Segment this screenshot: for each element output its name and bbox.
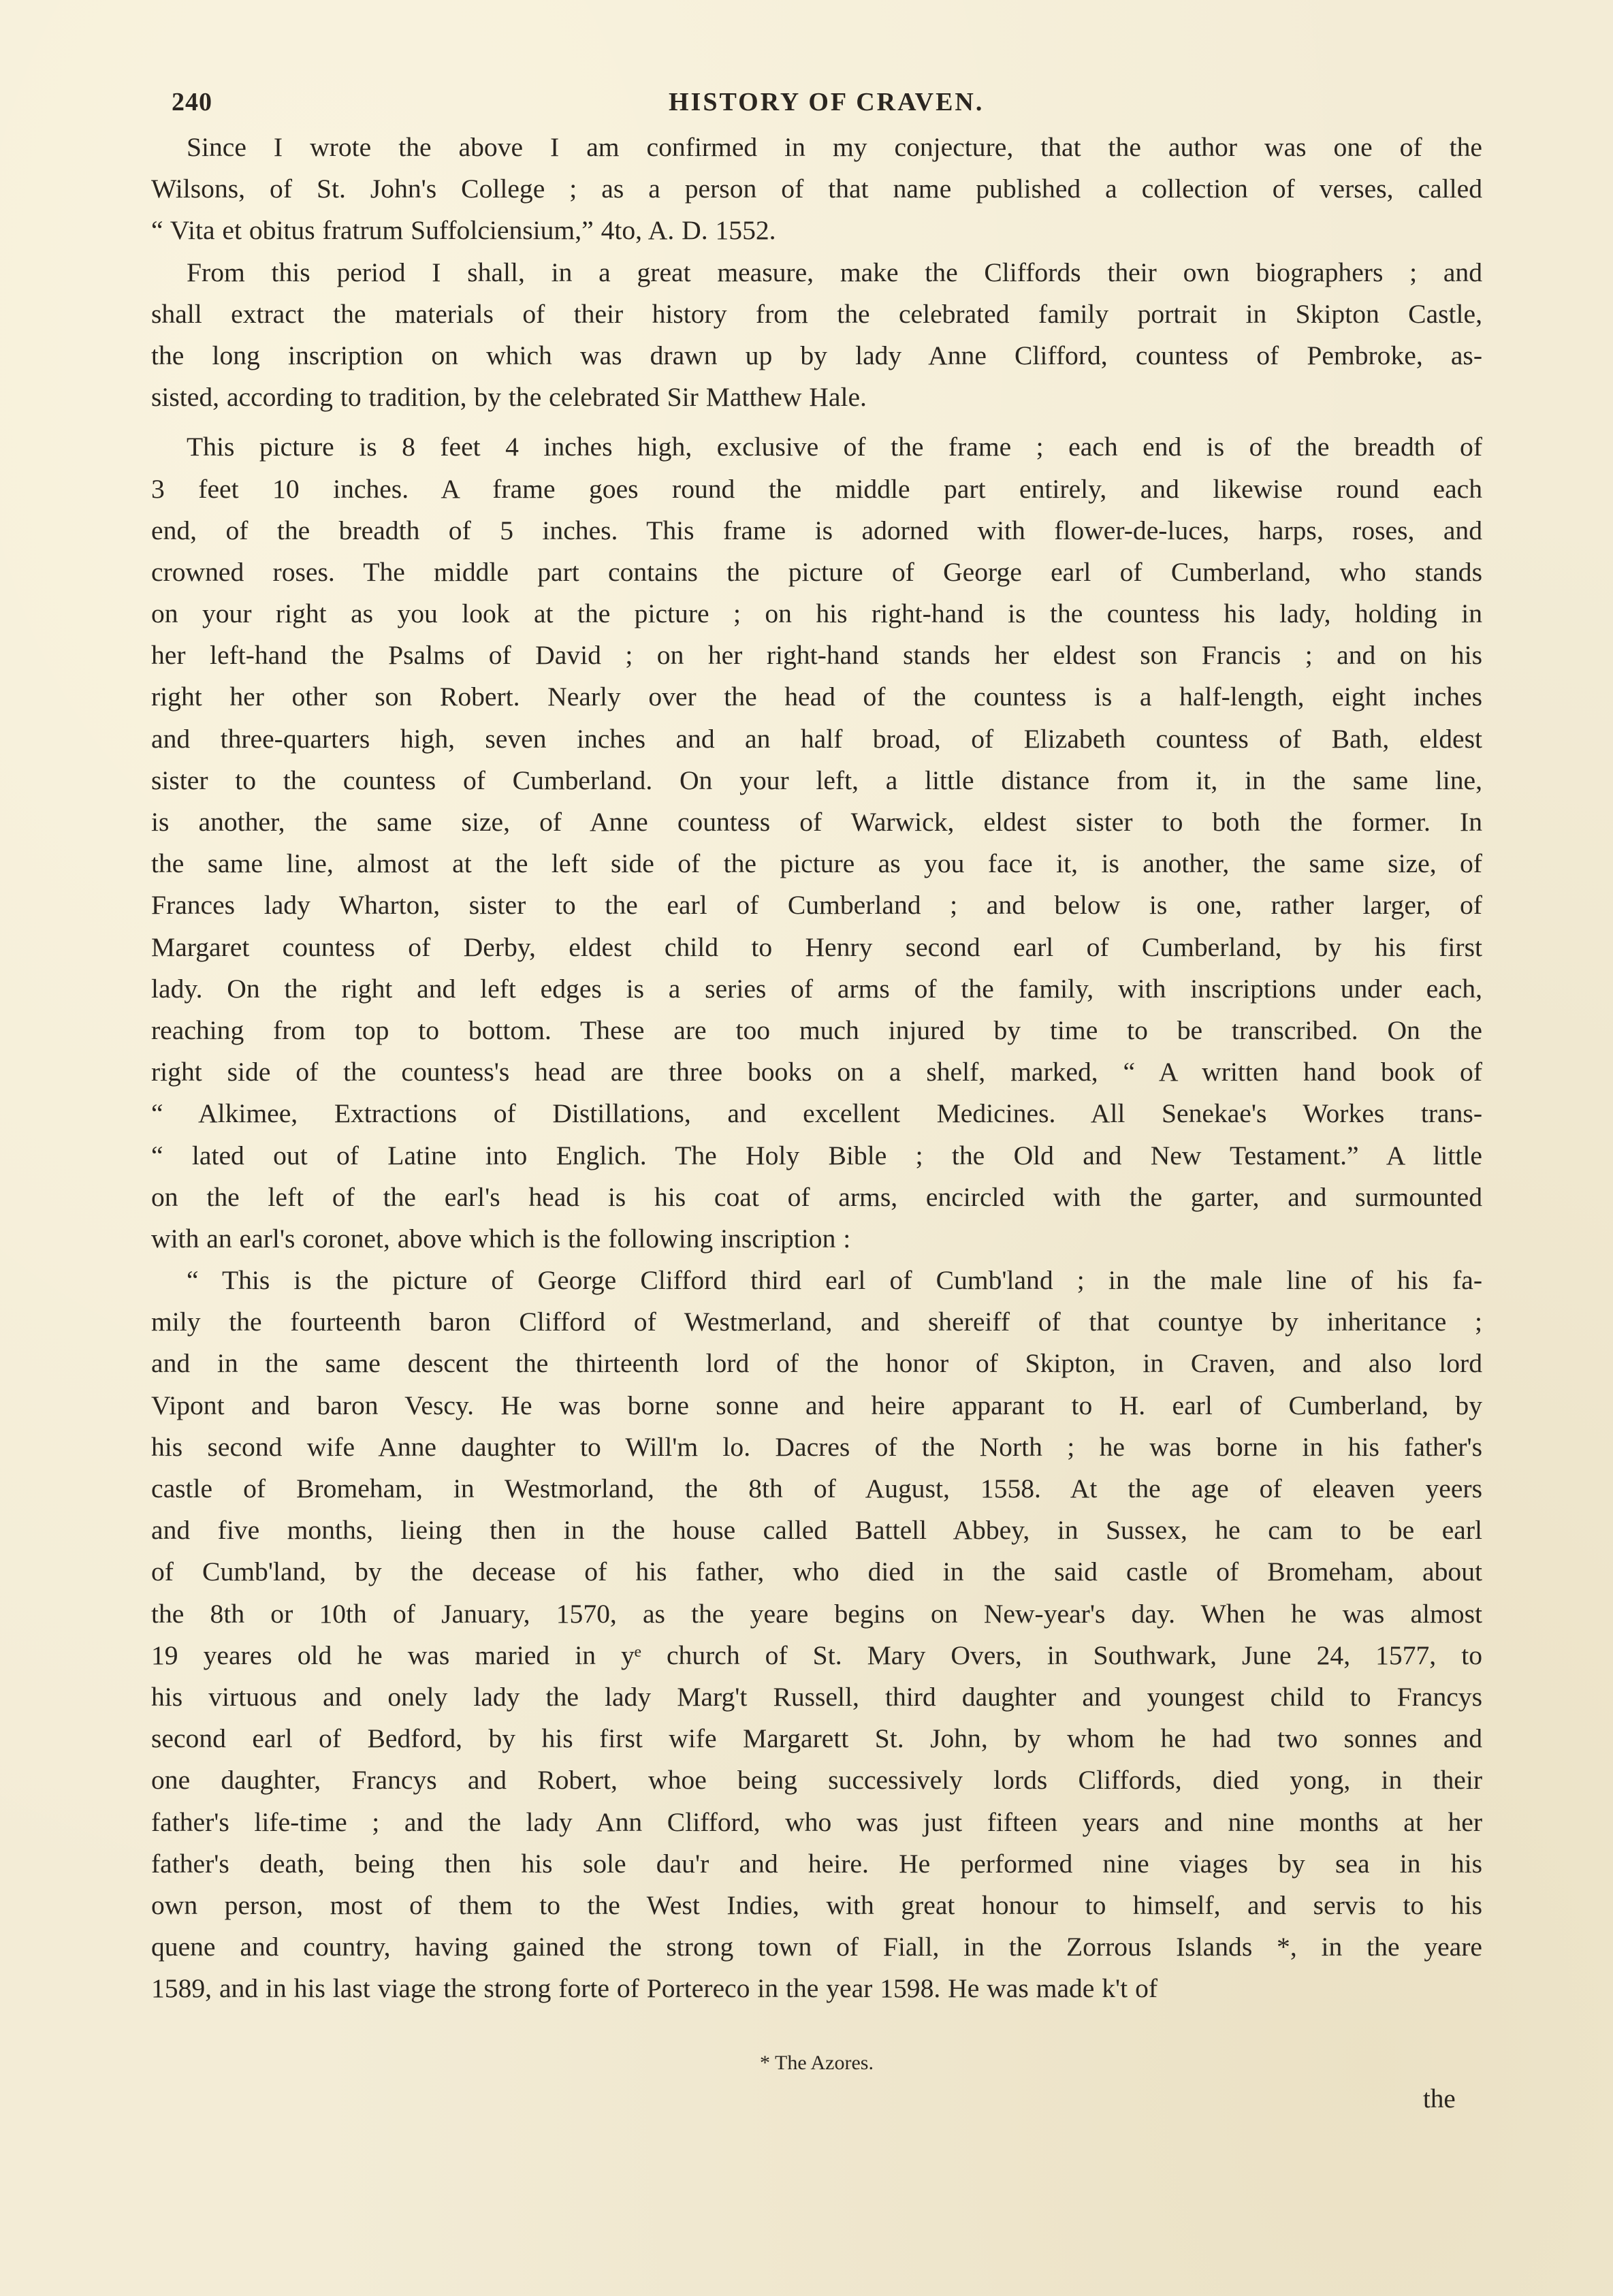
text-line: and in the same descent the thirteenth lord of the honor of Skipton, in Craven, and also lord [151, 1348, 1482, 1379]
text-line: the 8th or 10th of January, 1570, as the yeare begins on New-year's day. When he was almost [151, 1598, 1482, 1629]
text-line: Margaret countess of Derby, eldest child to Henry second earl of Cumberland, by his first [151, 931, 1482, 962]
text-line: own person, most of them to the West Indies, with great honour to himself, and servis to his [151, 1890, 1482, 1920]
text-line: her left-hand the Psalms of David ; on her right-hand stands her eldest son Francis ; and on his [151, 640, 1482, 671]
text-line: 3 feet 10 inches. A frame goes round the middle part entirely, and likewise round each [151, 473, 1482, 504]
text-line: quene and country, having gained the strong town of Fiall, in the Zorrous Islands *, in the yeare [151, 1932, 1482, 1962]
text-line: Vipont and baron Vescy. He was borne sonne and heire apparant to H. earl of Cumberland, by [151, 1390, 1482, 1420]
text-line: one daughter, Francys and Robert, whoe being successively lords Cliffords, died yong, in their [151, 1765, 1482, 1796]
text-line: father's death, being then his sole dau'r and heire. He performed nine viages by sea in his [151, 1848, 1482, 1879]
catchword: the [1423, 2084, 1456, 2114]
running-title: HISTORY OF CRAVEN. [669, 88, 985, 116]
text-line: 1589, and in his last viage the strong forte of Portereco in the year 1598. He was made k't of [151, 1973, 1158, 2004]
text-line: Wilsons, of St. John's College ; as a person of that name published a collection of verses, called [151, 174, 1482, 204]
text-line: the same line, almost at the left side of the picture as you face it, is another, the same size, of [151, 848, 1482, 879]
text-line: is another, the same size, of Anne countess of Warwick, eldest sister to both the former. In [151, 807, 1482, 837]
text-line: the long inscription on which was drawn up by lady Anne Clifford, countess of Pembroke, as- [151, 340, 1482, 370]
text-line: sisted, according to tradition, by the celebrated Sir Matthew Hale. [151, 382, 867, 413]
text-line: shall extract the materials of their history from the celebrated family portrait in Skipton Castle, [151, 298, 1482, 329]
text-line: crowned roses. The middle part contains the picture of George earl of Cumberland, who stands [151, 556, 1482, 587]
text-line: with an earl's coronet, above which is the following inscription : [151, 1223, 851, 1254]
paragraph-gap [151, 418, 1482, 426]
text-line: mily the fourteenth baron Clifford of Westmerland, and shereiff of that countye by inheritance ; [151, 1307, 1482, 1337]
text-line: 19 yeares old he was maried in yᵉ church of St. Mary Overs, in Southwark, June 24, 1577, to [151, 1640, 1482, 1670]
footnote: * The Azores. [760, 2052, 874, 2074]
paragraph [151, 1260, 1482, 2009]
text-line: lady. On the right and left edges is a series of arms of the family, with inscriptions under each, [151, 973, 1482, 1004]
text-line: “ This is the picture of George Clifford third earl of Cumb'land ; in the male line of his fa- [187, 1265, 1482, 1296]
page-number: 240 [172, 88, 212, 116]
text-line: sister to the countess of Cumberland. On your left, a little distance from it, in the same line, [151, 765, 1482, 795]
text-line: right her other son Robert. Nearly over the head of the countess is a half-length, eight inches [151, 682, 1482, 712]
text-line: From this period I shall, in a great measure, make the Cliffords their own biographers ; and [187, 257, 1482, 287]
text-line: “ Alkimee, Extractions of Distillations, and excellent Medicines. All Senekae's Workes trans- [151, 1098, 1482, 1129]
text-line: of Cumb'land, by the decease of his father, who died in the said castle of Bromeham, about [151, 1557, 1482, 1587]
text-line: “ Vita et obitus fratrum Suffolciensium,” 4to, A. D. 1552. [151, 215, 776, 246]
text-line: castle of Bromeham, in Westmorland, the 8th of August, 1558. At the age of eleaven yeers [151, 1473, 1482, 1503]
book-page [151, 82, 1482, 2114]
running-head [151, 82, 1482, 127]
paragraph [151, 252, 1482, 419]
paragraph [151, 426, 1482, 1260]
paragraph [151, 127, 1482, 252]
text-line: “ lated out of Latine into Englich. The Holy Bible ; the Old and New Testament.” A little [151, 1140, 1482, 1170]
text-line: Since I wrote the above I am confirmed in my conjecture, that the author was one of the [187, 132, 1482, 162]
text-line: and five months, lieing then in the house called Battell Abbey, in Sussex, he cam to be earl [151, 1515, 1482, 1546]
text-line: right side of the countess's head are three books on a shelf, marked, “ A written hand book of [151, 1057, 1482, 1087]
text-line: end, of the breadth of 5 inches. This frame is adorned with flower-de-luces, harps, roses, and [151, 515, 1482, 545]
text-line: father's life-time ; and the lady Ann Clifford, who was just fifteen years and nine months at her [151, 1806, 1482, 1837]
text-line: and three-quarters high, seven inches and an half broad, of Elizabeth countess of Bath, eldest [151, 723, 1482, 754]
text-line: second earl of Bedford, by his first wife Margarett St. John, by whom he had two sonnes and [151, 1723, 1482, 1754]
text-line: on the left of the earl's head is his coat of arms, encircled with the garter, and surmounted [151, 1181, 1482, 1212]
text-line: his second wife Anne daughter to Will'm lo. Dacres of the North ; he was borne in his father's [151, 1431, 1482, 1462]
text-line: Frances lady Wharton, sister to the earl of Cumberland ; and below is one, rather larger, of [151, 890, 1482, 921]
text-line: his virtuous and onely lady the lady Marg't Russell, third daughter and youngest child to Francys [151, 1681, 1482, 1712]
body-text [151, 127, 1482, 2009]
text-line: reaching from top to bottom. These are too much injured by time to be transcribed. On the [151, 1015, 1482, 1045]
text-line: on your right as you look at the picture ; on his right-hand is the countess his lady, holding in [151, 599, 1482, 629]
text-line: This picture is 8 feet 4 inches high, exclusive of the frame ; each end is of the breadth of [187, 432, 1482, 462]
